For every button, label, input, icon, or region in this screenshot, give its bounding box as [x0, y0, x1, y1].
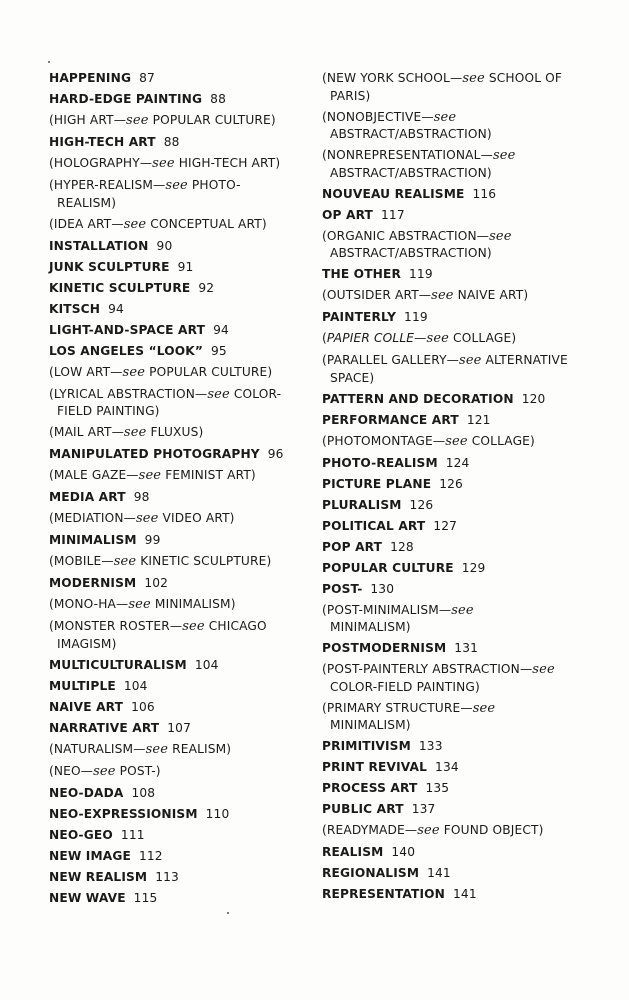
cross-reference-term: (LYRICAL ABSTRACTION—: [49, 386, 208, 401]
see-word: see: [451, 602, 474, 618]
entry-page-number: 126: [439, 476, 463, 491]
cross-reference-target-continued: MINIMALISM): [330, 718, 411, 732]
cross-reference-entry: [322, 700, 582, 734]
cross-reference-target: NAIVE ART): [457, 288, 529, 302]
cross-reference-entry: [322, 330, 582, 348]
cross-reference-line: [322, 603, 474, 617]
entry-page-number: 140: [391, 845, 416, 859]
cross-reference-entry: [49, 386, 299, 420]
entry-page-number: 99: [144, 533, 161, 547]
entry-term: MINIMALISM: [49, 533, 137, 547]
cross-reference-term: (HIGH ART—: [49, 113, 127, 127]
cross-reference-term: (NONREPRESENTATIONAL—: [322, 148, 493, 162]
entry-page-number: 107: [167, 720, 191, 735]
cross-reference-target: VIDEO ART): [162, 511, 235, 525]
entry-term: NEW IMAGE: [49, 848, 131, 863]
index-entry: [322, 581, 582, 598]
see-word: see: [489, 228, 512, 244]
see-word: see: [126, 113, 149, 128]
entry-term: POSTMODERNISM: [322, 641, 447, 655]
entry-term: PRINT REVIVAL: [322, 760, 428, 774]
cross-reference-target: CHICAGO: [208, 619, 267, 633]
cross-reference-entry: [49, 177, 299, 211]
entry-term: PRIMITIVISM: [322, 739, 411, 753]
entry-term: KINETIC SCULPTURE: [49, 280, 191, 295]
entry-page-number: 141: [453, 887, 477, 901]
cross-reference-line: [49, 425, 203, 439]
cross-reference-target-continued: ABSTRACT/ABSTRACTION): [330, 165, 492, 180]
see-word: see: [431, 288, 454, 303]
see-word: see: [135, 511, 159, 526]
cross-reference-entry: [322, 352, 582, 386]
entry-page-number: 104: [194, 657, 219, 672]
index-entry: [49, 280, 299, 297]
index-entry: [49, 343, 299, 360]
entry-page-number: 92: [198, 280, 215, 295]
entry-page-number: 88: [163, 135, 180, 149]
cross-reference-term: (NONOBJECTIVE—: [322, 109, 434, 124]
index-entry: [49, 720, 299, 737]
cross-reference-line: [322, 434, 535, 448]
cross-reference-entry: [322, 287, 582, 305]
cross-reference-term: (MOBILE—: [49, 554, 114, 568]
cross-reference-line: [49, 511, 235, 525]
index-entry: [49, 322, 299, 339]
entry-page-number: 95: [211, 343, 227, 358]
index-entry: [49, 575, 299, 592]
entry-term: NEW REALISM: [49, 869, 148, 884]
cross-reference-target-continued: PARIS): [330, 88, 371, 103]
see-word: see: [433, 109, 457, 125]
cross-reference-entry: [49, 424, 299, 442]
cross-reference-line: [49, 764, 161, 778]
index-entry: [49, 699, 299, 716]
cross-reference-target-continued: MINIMALISM): [330, 620, 411, 634]
see-word: see: [207, 386, 230, 402]
index-entry: [49, 489, 299, 506]
cross-reference-line: [322, 288, 528, 302]
cross-reference-term: (OUTSIDER ART—: [322, 288, 432, 302]
cross-reference-entry: [49, 553, 299, 571]
entry-page-number: 119: [409, 267, 433, 281]
index-entry: [322, 865, 582, 882]
see-word: see: [165, 178, 188, 193]
entry-term: LIGHT-AND-SPACE ART: [49, 322, 206, 337]
cross-reference-term: (: [322, 331, 327, 345]
cross-reference-term: (HYPER-REALISM—: [49, 178, 166, 192]
entry-page-number: 127: [433, 518, 458, 533]
see-word: see: [128, 597, 151, 612]
cross-reference-target: MINIMALISM): [154, 597, 236, 611]
cross-reference-target: REALISM): [172, 741, 232, 756]
index-entry: [49, 91, 299, 108]
entry-term: MODERNISM: [49, 576, 137, 590]
entry-page-number: 113: [155, 869, 179, 884]
index-entry: [49, 869, 299, 886]
cross-reference-term: (NEW YORK SCHOOL—: [322, 71, 463, 85]
cross-reference-line: [322, 229, 512, 243]
entry-page-number: 130: [370, 581, 395, 596]
cross-reference-line: [322, 110, 456, 124]
index-entry: [49, 446, 299, 463]
entry-term: NEO-GEO: [49, 827, 113, 842]
cross-reference-entry: [49, 596, 299, 614]
entry-page-number: 106: [131, 699, 155, 714]
entry-page-number: 110: [205, 806, 230, 821]
entry-page-number: 116: [472, 186, 497, 201]
index-entry: [322, 801, 582, 818]
see-word: see: [426, 331, 450, 346]
entry-term: NEO-EXPRESSIONISM: [49, 806, 198, 821]
cross-reference-entry: [322, 822, 582, 840]
cross-reference-target: SCHOOL OF: [488, 71, 563, 85]
entry-page-number: 90: [156, 238, 173, 253]
index-entry: [322, 759, 582, 776]
cross-reference-line: [322, 662, 555, 676]
cross-reference-term: (POST-MINIMALISM—: [322, 602, 452, 617]
entry-page-number: 111: [120, 827, 145, 842]
entry-page-number: 102: [144, 576, 169, 590]
entry-term: PLURALISM: [322, 497, 402, 512]
index-entry: [49, 827, 299, 844]
cross-reference-target-continued: REALISM): [57, 195, 117, 210]
cross-reference-line: [322, 701, 495, 715]
cross-reference-target: COLLAGE): [471, 433, 535, 448]
see-word: see: [123, 425, 147, 440]
cross-reference-term: (PHOTOMONTAGE—: [322, 433, 446, 448]
entry-page-number: 124: [445, 455, 470, 470]
entry-page-number: 108: [131, 785, 156, 800]
cross-reference-target: ALTERNATIVE: [485, 353, 568, 367]
entry-page-number: 112: [139, 848, 163, 863]
see-word: see: [532, 662, 555, 677]
cross-reference-target: COLOR-: [233, 386, 282, 401]
entry-term: NEW WAVE: [49, 890, 126, 905]
cross-reference-target-continued: ABSTRACT/ABSTRACTION): [330, 246, 492, 260]
cross-reference-entry: [322, 228, 582, 262]
index-entry: [49, 134, 299, 151]
cross-reference-line: [322, 353, 568, 367]
cross-reference-term: (MALE GAZE—: [49, 468, 139, 482]
entry-page-number: 134: [435, 760, 459, 774]
entry-term: POPULAR CULTURE: [322, 560, 454, 575]
entry-term: REALISM: [322, 845, 384, 859]
entry-page-number: 115: [133, 890, 158, 905]
index-entry: [49, 532, 299, 549]
entry-term: HIGH-TECH ART: [49, 135, 156, 149]
cross-reference-entry: [322, 433, 582, 451]
entry-term: NOUVEAU REALISME: [322, 186, 465, 201]
see-word: see: [138, 468, 162, 483]
index-entry: [49, 848, 299, 865]
index-entry: [322, 844, 582, 861]
entry-page-number: 128: [390, 539, 414, 554]
entry-term: REPRESENTATION: [322, 887, 446, 901]
see-word: see: [93, 763, 116, 779]
cross-reference-target: PHOTO-: [191, 178, 241, 192]
cross-reference-line: [49, 365, 272, 379]
cross-reference-entry: [322, 147, 582, 181]
index-entry: [322, 560, 582, 577]
entry-term: REGIONALISM: [322, 866, 420, 880]
cross-reference-entry: [322, 70, 582, 104]
see-word: see: [472, 700, 496, 716]
entry-term: NAIVE ART: [49, 699, 124, 714]
index-entry: [322, 497, 582, 514]
index-entry: [322, 738, 582, 755]
entry-term: PHOTO-REALISM: [322, 455, 438, 470]
entry-term: PICTURE PLANE: [322, 476, 432, 491]
entry-term: OP ART: [322, 207, 374, 222]
cross-reference-term: (MAIL ART—: [49, 425, 124, 439]
cross-reference-target: POPULAR CULTURE): [152, 113, 276, 127]
see-word: see: [462, 71, 485, 86]
index-entry: [49, 890, 299, 907]
entry-term: POST-: [322, 581, 363, 596]
entry-term: PAINTERLY: [322, 310, 397, 324]
index-entry: [322, 186, 582, 203]
cross-reference-line: [49, 113, 276, 127]
cross-reference-target-continued: ABSTRACT/ABSTRACTION): [330, 127, 492, 141]
cross-reference-line: [49, 597, 236, 611]
cross-reference-line: [49, 217, 267, 231]
entry-page-number: 87: [139, 71, 155, 85]
cross-reference-entry: [49, 112, 299, 130]
entry-term: MULTICULTURALISM: [49, 657, 187, 672]
entry-term: PERFORMANCE ART: [322, 412, 459, 427]
entry-page-number: 137: [411, 802, 436, 816]
cross-reference-term: (PRIMARY STRUCTURE—: [322, 700, 473, 715]
entry-term: HAPPENING: [49, 71, 132, 85]
cross-reference-line: [322, 331, 516, 345]
entry-page-number: 129: [461, 560, 486, 575]
cross-reference-target-continued: COLOR-FIELD PAINTING): [330, 679, 480, 694]
cross-reference-term: (READYMADE—: [322, 823, 418, 837]
cross-reference-line: [322, 823, 544, 837]
cross-reference-term: (MONSTER ROSTER—: [49, 619, 183, 633]
entry-term: LOS ANGELES “LOOK”: [49, 343, 204, 358]
cross-reference-target: FOUND OBJECT): [443, 823, 544, 837]
cross-reference-term: (NEO—: [49, 763, 94, 778]
entry-term: KITSCH: [49, 301, 101, 316]
cross-reference-target: COLLAGE): [453, 331, 517, 345]
cross-reference-term: (LOW ART—: [49, 364, 123, 379]
entry-page-number: 141: [427, 866, 451, 880]
entry-term: PROCESS ART: [322, 781, 418, 795]
cross-reference-entry: [322, 602, 582, 636]
cross-reference-target: HIGH-TECH ART): [178, 156, 281, 170]
entry-term: MEDIA ART: [49, 490, 126, 504]
entry-term: HARD-EDGE PAINTING: [49, 92, 203, 106]
entry-page-number: 135: [425, 781, 450, 795]
cross-reference-line: [49, 619, 267, 633]
index-entry: [49, 301, 299, 318]
cross-reference-entry: [49, 155, 299, 173]
cross-reference-entry: [49, 763, 299, 781]
see-word: see: [182, 619, 205, 634]
index-entry: [322, 455, 582, 472]
entry-page-number: 94: [213, 322, 229, 337]
index-entry: [322, 518, 582, 535]
cross-reference-target-continued: SPACE): [330, 370, 375, 385]
entry-term: NARRATIVE ART: [49, 720, 160, 735]
see-word: see: [492, 148, 516, 163]
cross-reference-entry: [49, 510, 299, 528]
cross-reference-line: [49, 468, 256, 482]
index-entry: [49, 657, 299, 674]
cross-reference-entry: [49, 467, 299, 485]
see-word: see: [122, 364, 146, 380]
entry-page-number: 91: [177, 259, 194, 274]
see-word: see: [123, 216, 147, 232]
cross-reference-entry: [49, 216, 299, 234]
cross-reference-italic-term: PAPIER COLLE: [326, 331, 415, 345]
index-entry: [49, 259, 299, 276]
index-column-right: [322, 70, 582, 907]
cross-reference-line: [49, 742, 231, 756]
cross-reference-target: FEMINIST ART): [165, 468, 256, 482]
see-word: see: [113, 554, 137, 569]
cross-reference-target-continued: FIELD PAINTING): [57, 404, 160, 418]
entry-page-number: 104: [123, 678, 148, 693]
see-word: see: [445, 433, 468, 449]
entry-term: MANIPULATED PHOTOGRAPHY: [49, 447, 260, 461]
entry-page-number: 121: [466, 412, 491, 427]
index-column-left: [49, 70, 299, 911]
cross-reference-entry: [49, 364, 299, 382]
see-word: see: [152, 156, 175, 171]
index-entry: [322, 476, 582, 493]
index-entry: [322, 207, 582, 224]
cross-reference-entry: [322, 661, 582, 695]
entry-page-number: 96: [267, 447, 284, 461]
cross-reference-line: [322, 71, 562, 85]
entry-term: THE OTHER: [322, 267, 402, 281]
cross-reference-term: (NATURALISM—: [49, 741, 146, 756]
cross-reference-target: POPULAR CULTURE): [149, 364, 273, 379]
index-entry: [322, 412, 582, 429]
entry-term: POP ART: [322, 539, 383, 554]
entry-page-number: 120: [521, 391, 546, 406]
cross-reference-entry: [49, 618, 299, 652]
index-entry: [322, 539, 582, 556]
cross-reference-line: [49, 178, 241, 192]
cross-reference-entry: [49, 741, 299, 759]
index-entry: [322, 780, 582, 797]
entry-term: PATTERN AND DECORATION: [322, 391, 514, 406]
cross-reference-target: FLUXUS): [150, 425, 204, 439]
index-entry: [322, 886, 582, 903]
cross-reference-line: [49, 156, 280, 170]
cross-reference-target: CONCEPTUAL ART): [150, 216, 267, 231]
entry-term: JUNK SCULPTURE: [49, 259, 170, 274]
cross-reference-term: (ORGANIC ABSTRACTION—: [322, 228, 490, 243]
entry-page-number: 133: [418, 739, 443, 753]
entry-page-number: 98: [133, 490, 150, 504]
cross-reference-target: POST-): [119, 763, 161, 778]
cross-reference-dash: —: [414, 331, 427, 345]
entry-term: MULTIPLE: [49, 678, 116, 693]
cross-reference-line: [322, 148, 515, 162]
entry-term: PUBLIC ART: [322, 802, 404, 816]
cross-reference-line: [49, 387, 281, 401]
cross-reference-term: (MEDIATION—: [49, 511, 136, 525]
entry-page-number: 88: [210, 92, 226, 106]
cross-reference-term: (IDEA ART—: [49, 216, 124, 231]
index-entry: [322, 266, 582, 283]
cross-reference-entry: [322, 109, 582, 143]
index-entry: [49, 678, 299, 695]
index-entry: [322, 391, 582, 408]
see-word: see: [417, 823, 440, 838]
index-entry: [49, 238, 299, 255]
index-entry: [322, 640, 582, 657]
entry-page-number: 117: [381, 207, 405, 222]
index-entry: [49, 70, 299, 87]
entry-term: POLITICAL ART: [322, 518, 426, 533]
index-entry: [49, 806, 299, 823]
cross-reference-target-continued: IMAGISM): [57, 636, 117, 651]
entry-page-number: 126: [409, 497, 434, 512]
see-word: see: [459, 353, 482, 368]
index-entry: [49, 785, 299, 802]
cross-reference-term: (PARALLEL GALLERY—: [322, 353, 459, 367]
entry-page-number: 119: [404, 310, 428, 324]
entry-term: NEO-DADA: [49, 785, 124, 800]
speck: [48, 61, 50, 63]
cross-reference-term: (HOLOGRAPHY—: [49, 156, 153, 170]
index-entry: [322, 309, 582, 326]
cross-reference-target: KINETIC SCULPTURE): [140, 554, 272, 568]
speck: [227, 912, 229, 914]
entry-page-number: 94: [108, 301, 124, 316]
cross-reference-term: (POST-PAINTERLY ABSTRACTION—: [322, 662, 533, 676]
cross-reference-term: (MONO-HA—: [49, 597, 129, 611]
entry-page-number: 131: [454, 641, 479, 655]
cross-reference-line: [49, 554, 271, 568]
entry-term: INSTALLATION: [49, 238, 149, 253]
see-word: see: [145, 741, 169, 757]
